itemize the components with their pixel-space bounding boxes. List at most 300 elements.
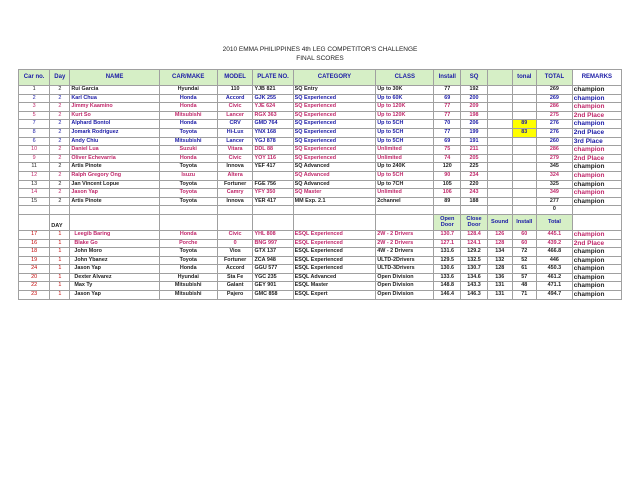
plate-cell: YGC 235 <box>253 273 293 282</box>
install-cell: 57 <box>512 273 537 282</box>
blank-cell <box>19 206 50 215</box>
car-make-cell: Honda <box>159 103 217 112</box>
day-cell: 2 <box>50 128 70 137</box>
blank-cell <box>487 206 512 215</box>
car-make-cell: Toyota <box>159 180 217 189</box>
open-door-cell: 129.5 <box>434 256 461 265</box>
table-row <box>19 282 622 291</box>
class-cell: Up to 120K <box>376 103 434 112</box>
name-cell: Jason Yap <box>70 265 159 274</box>
category-cell: ESQL Experienced <box>293 239 376 248</box>
total-cell: 471.1 <box>537 282 573 291</box>
table-row <box>19 265 622 274</box>
install-cell: 75 <box>434 146 461 155</box>
install-cell: 77 <box>434 103 461 112</box>
install-cell: 60 <box>512 239 537 248</box>
remarks-cell: champion <box>572 230 621 239</box>
name-cell: Dexter Alvarez <box>70 273 159 282</box>
category-cell: ESQL Experienced <box>293 248 376 257</box>
car-make-cell: Toyota <box>159 128 217 137</box>
close-door-cell: 124.1 <box>461 239 488 248</box>
sq-cell: 188 <box>461 197 488 206</box>
tonal-cell <box>512 189 537 198</box>
day-cell: 2 <box>50 154 70 163</box>
model-cell: Innova <box>217 197 253 206</box>
blank-cell <box>253 206 293 215</box>
scores-table <box>18 69 622 300</box>
table-row <box>19 239 622 248</box>
day-cell: 2 <box>50 197 70 206</box>
total-cell: 439.2 <box>537 239 573 248</box>
tonal-cell <box>512 154 537 163</box>
remarks-cell: champion <box>572 282 621 291</box>
name-cell: Oliver Echevarria <box>70 154 159 163</box>
class-cell: Up to 5CH <box>376 171 434 180</box>
model-cell: Lancer <box>217 137 253 146</box>
total-cell: 260 <box>537 137 573 146</box>
sq-cell: 206 <box>461 120 488 129</box>
install-cell: 106 <box>434 189 461 198</box>
table-row <box>19 273 622 282</box>
col-header-category: CATEGORY <box>293 70 376 86</box>
category-cell: SQ Master <box>293 189 376 198</box>
name-cell: Ralph Gregory Ong <box>70 171 159 180</box>
install-cell: 89 <box>434 197 461 206</box>
table-row <box>19 86 622 95</box>
col-header-install: Install <box>512 214 537 230</box>
car-no-cell: 9 <box>19 154 50 163</box>
class-cell: Unlimited <box>376 154 434 163</box>
col-header-model: MODEL <box>217 70 253 86</box>
class-cell: Unlimited <box>376 146 434 155</box>
category-cell: SQ Experienced <box>293 146 376 155</box>
col-header-sq: SQ <box>461 70 488 86</box>
model-cell: CRV <box>217 120 253 129</box>
model-cell: Sta Fe <box>217 273 253 282</box>
install-cell: 77 <box>434 111 461 120</box>
remarks-cell: 2nd Place <box>572 111 621 120</box>
name-cell: Leegib Baring <box>70 230 159 239</box>
day-cell: 1 <box>50 248 70 257</box>
car-no-cell: 18 <box>19 248 50 257</box>
car-no-cell: 16 <box>19 239 50 248</box>
category-cell: SQ Entry <box>293 86 376 95</box>
remarks-cell: champion <box>572 171 621 180</box>
col-header-name: NAME <box>70 70 159 86</box>
model-cell: Galant <box>217 282 253 291</box>
category-cell: ESQL Advanced <box>293 273 376 282</box>
model-cell: Fortuner <box>217 180 253 189</box>
total-cell: 324 <box>537 171 573 180</box>
install-cell: 77 <box>434 128 461 137</box>
blank-cell <box>70 214 159 230</box>
remarks-cell: champion <box>572 248 621 257</box>
plate-cell: YFY 350 <box>253 189 293 198</box>
blank-cell <box>487 180 512 189</box>
class-cell: Up to 5CH <box>376 120 434 129</box>
header-row <box>19 70 622 86</box>
sq-cell: 234 <box>461 171 488 180</box>
car-make-cell: Honda <box>159 120 217 129</box>
col-header-total: TOTAL <box>537 70 573 86</box>
model-cell: Accord <box>217 94 253 103</box>
close-door-cell: 128.4 <box>461 230 488 239</box>
car-no-cell: 1 <box>19 86 50 95</box>
install-cell: 77 <box>434 86 461 95</box>
car-make-cell: Mitsubishi <box>159 111 217 120</box>
day-cell: 2 <box>50 103 70 112</box>
install-cell: 120 <box>434 163 461 172</box>
class-cell: Up to 60K <box>376 94 434 103</box>
name-cell: Max Ty <box>70 282 159 291</box>
class-cell: Open Division <box>376 291 434 300</box>
sq-cell: 225 <box>461 163 488 172</box>
table-row <box>19 146 622 155</box>
remarks-cell: champion <box>572 180 621 189</box>
category-cell: ESQL Master <box>293 282 376 291</box>
open-door-cell: 130.6 <box>434 265 461 274</box>
blank-cell <box>434 206 461 215</box>
model-cell: 110 <box>217 86 253 95</box>
day-cell: 1 <box>50 239 70 248</box>
blank-cell <box>293 206 376 215</box>
model-cell: Fortuner <box>217 256 253 265</box>
blank-cell <box>376 206 434 215</box>
col-header-open-door: Open Door <box>434 214 461 230</box>
model-cell: 0 <box>217 239 253 248</box>
remarks-cell: champion <box>572 273 621 282</box>
blank-cell <box>487 154 512 163</box>
sound-cell: 131 <box>487 282 512 291</box>
class-cell: Up to 30K <box>376 86 434 95</box>
car-no-cell: 17 <box>19 230 50 239</box>
sheet-title: 2010 EMMA PHILIPPINES 4th LEG COMPETITOR'S CHALLENGE <box>222 46 418 53</box>
remarks-cell: champion <box>572 256 621 265</box>
model-cell: Civic <box>217 103 253 112</box>
blank-cell <box>572 214 621 230</box>
col-header-sound: Sound <box>487 214 512 230</box>
table-row <box>19 94 622 103</box>
sq-cell: 198 <box>461 111 488 120</box>
blank-cell <box>487 171 512 180</box>
car-no-cell: 3 <box>19 103 50 112</box>
car-no-cell: 2 <box>19 94 50 103</box>
category-cell: SQ Experienced <box>293 111 376 120</box>
total-cell: 277 <box>537 197 573 206</box>
remarks-cell: 2nd Place <box>572 239 621 248</box>
category-cell: SQ Experienced <box>293 154 376 163</box>
category-cell: SQ Experienced <box>293 128 376 137</box>
close-door-cell: 129.2 <box>461 248 488 257</box>
day-cell: 1 <box>50 230 70 239</box>
plate-cell: FGE 756 <box>253 180 293 189</box>
car-no-cell: 14 <box>19 189 50 198</box>
blank-cell <box>487 163 512 172</box>
blank-cell <box>487 189 512 198</box>
remarks-cell: champion <box>572 86 621 95</box>
category-cell: ESQL Experienced <box>293 256 376 265</box>
plate-cell: GMC 858 <box>253 291 293 300</box>
car-no-cell: 23 <box>19 291 50 300</box>
class-cell: 4W - 2 Drivers <box>376 248 434 257</box>
total-cell: 445.1 <box>537 230 573 239</box>
install-cell: 71 <box>512 291 537 300</box>
tonal-cell: 83 <box>512 128 537 137</box>
remarks-cell: champion <box>572 146 621 155</box>
plate-cell: RGX 363 <box>253 111 293 120</box>
name-cell: John Moro <box>70 248 159 257</box>
table-row <box>19 154 622 163</box>
day-cell: 2 <box>50 171 70 180</box>
tonal-cell <box>512 146 537 155</box>
col-header-close-door: Close Door <box>461 214 488 230</box>
car-make-cell: Toyota <box>159 189 217 198</box>
table-row <box>19 120 622 129</box>
model-cell: Vios <box>217 248 253 257</box>
close-door-cell: 132.5 <box>461 256 488 265</box>
total-cell: 275 <box>537 111 573 120</box>
day-cell: 1 <box>50 282 70 291</box>
tonal-cell <box>512 103 537 112</box>
table-row <box>19 128 622 137</box>
col-header-day: Day <box>50 70 70 86</box>
install-cell: 69 <box>434 94 461 103</box>
day-cell: 1 <box>50 273 70 282</box>
car-no-cell: 19 <box>19 256 50 265</box>
close-door-cell: 143.3 <box>461 282 488 291</box>
model-cell: Innova <box>217 163 253 172</box>
model-cell: Altera <box>217 171 253 180</box>
open-door-cell: 130.7 <box>434 230 461 239</box>
sound-cell: 131 <box>487 291 512 300</box>
tonal-cell <box>512 94 537 103</box>
table-row <box>19 180 622 189</box>
car-no-cell: 22 <box>19 282 50 291</box>
plate-cell: GMD 764 <box>253 120 293 129</box>
name-cell: Andy Chiu <box>70 137 159 146</box>
tonal-cell <box>512 197 537 206</box>
model-cell: Vitara <box>217 146 253 155</box>
blank-cell <box>159 206 217 215</box>
table-row <box>19 291 622 300</box>
sq-cell: 205 <box>461 154 488 163</box>
plate-cell: YNX 168 <box>253 128 293 137</box>
sq-cell: 192 <box>461 86 488 95</box>
name-cell: Jimmy Kaamino <box>70 103 159 112</box>
blank-cell <box>293 214 376 230</box>
table-row <box>19 111 622 120</box>
install-cell: 72 <box>512 248 537 257</box>
name-cell: Blake Go <box>70 239 159 248</box>
sq-cell: 243 <box>461 189 488 198</box>
car-no-cell: 8 <box>19 128 50 137</box>
model-cell: Accord <box>217 265 253 274</box>
blank-cell <box>487 128 512 137</box>
name-cell: Jan Vincent Lopue <box>70 180 159 189</box>
install-cell: 74 <box>434 154 461 163</box>
day-cell: 1 <box>50 291 70 300</box>
plate-cell: YHL 808 <box>253 230 293 239</box>
car-no-cell: 20 <box>19 273 50 282</box>
table-row <box>19 230 622 239</box>
class-cell: ULTD-3Drivers <box>376 265 434 274</box>
sound-cell: 126 <box>487 230 512 239</box>
day-cell: 1 <box>50 256 70 265</box>
close-door-cell: 146.3 <box>461 291 488 300</box>
plate-cell: YER 417 <box>253 197 293 206</box>
tonal-cell <box>512 86 537 95</box>
day-cell: 2 <box>50 120 70 129</box>
tonal-cell <box>512 180 537 189</box>
remarks-cell: champion <box>572 163 621 172</box>
day-cell: 1 <box>50 265 70 274</box>
class-cell: 2channel <box>376 197 434 206</box>
name-cell: Rui Garcia <box>70 86 159 95</box>
plate-cell: YOY 116 <box>253 154 293 163</box>
sound-cell: 128 <box>487 239 512 248</box>
car-make-cell: Mitsubishi <box>159 137 217 146</box>
table-row <box>19 137 622 146</box>
category-cell: SQ Experienced <box>293 120 376 129</box>
plate-cell: GTX 137 <box>253 248 293 257</box>
car-make-cell: Mitsubishi <box>159 291 217 300</box>
col-header-blank <box>487 70 512 86</box>
car-make-cell: Honda <box>159 265 217 274</box>
car-no-cell: 6 <box>19 137 50 146</box>
car-make-cell: Toyota <box>159 163 217 172</box>
plate-cell: YEF 417 <box>253 163 293 172</box>
tonal-cell: 89 <box>512 120 537 129</box>
install-cell: 105 <box>434 180 461 189</box>
blank-cell <box>159 214 217 230</box>
install-cell: 48 <box>512 282 537 291</box>
header-row-2 <box>19 214 622 230</box>
remarks-cell: champion <box>572 94 621 103</box>
day-cell: 2 <box>50 137 70 146</box>
name-cell: Kurt So <box>70 111 159 120</box>
total-cell: 276 <box>537 120 573 129</box>
sq-cell: 209 <box>461 103 488 112</box>
total-cell: 349 <box>537 189 573 198</box>
class-cell: Unlimited <box>376 189 434 198</box>
car-make-cell: Toyota <box>159 248 217 257</box>
blank-cell <box>19 214 50 230</box>
sq-cell: 199 <box>461 128 488 137</box>
car-make-cell: Isuzu <box>159 171 217 180</box>
remarks-cell: champion <box>572 189 621 198</box>
total-cell: 286 <box>537 103 573 112</box>
plate-cell: YJE 624 <box>253 103 293 112</box>
total-cell: 279 <box>537 154 573 163</box>
sq-cell: 191 <box>461 137 488 146</box>
remarks-cell: champion <box>572 265 621 274</box>
car-make-cell: Mitsubishi <box>159 282 217 291</box>
blank-cell <box>487 86 512 95</box>
total-cell: 450.3 <box>537 265 573 274</box>
blank-cell <box>487 146 512 155</box>
table-row <box>19 256 622 265</box>
class-cell: Up to 5CH <box>376 128 434 137</box>
total-cell: 494.7 <box>537 291 573 300</box>
table-row <box>19 197 622 206</box>
remarks-cell: champion <box>572 197 621 206</box>
car-make-cell: Porche <box>159 239 217 248</box>
blank-cell <box>572 206 621 215</box>
car-make-cell: Toyota <box>159 256 217 265</box>
install-cell: 60 <box>512 230 537 239</box>
total-cell: 269 <box>537 94 573 103</box>
total-cell: 0 <box>537 206 573 215</box>
total-cell: 269 <box>537 86 573 95</box>
day-cell: 2 <box>50 94 70 103</box>
remarks-cell: champion <box>572 120 621 129</box>
model-cell: Civic <box>217 230 253 239</box>
blank-cell <box>487 94 512 103</box>
name-cell: Artis Pinote <box>70 163 159 172</box>
day-cell: 2 <box>50 111 70 120</box>
blank-cell <box>376 214 434 230</box>
tonal-cell <box>512 171 537 180</box>
model-cell: Lancer <box>217 111 253 120</box>
sheet-subtitle: FINAL SCORES <box>296 55 344 62</box>
sound-cell: 134 <box>487 248 512 257</box>
class-cell: Up to 120K <box>376 111 434 120</box>
col-header-plate: PLATE NO. <box>253 70 293 86</box>
name-cell: Daniel Lua <box>70 146 159 155</box>
car-no-cell: 12 <box>19 171 50 180</box>
sound-cell: 132 <box>487 256 512 265</box>
car-make-cell: Honda <box>159 230 217 239</box>
blank-cell <box>487 111 512 120</box>
plate-cell: ZCA 948 <box>253 256 293 265</box>
table-row <box>19 171 622 180</box>
model-cell: Camry <box>217 189 253 198</box>
name-cell: Jomark Rodriguez <box>70 128 159 137</box>
col-header-tonal: tonal <box>512 70 537 86</box>
car-no-cell: 11 <box>19 163 50 172</box>
car-no-cell: 13 <box>19 180 50 189</box>
total-cell: 446 <box>537 256 573 265</box>
car-make-cell: Honda <box>159 154 217 163</box>
day-cell: 2 <box>50 146 70 155</box>
blank-cell <box>487 103 512 112</box>
sq-cell: 200 <box>461 94 488 103</box>
blank-cell <box>217 206 253 215</box>
car-no-cell: 7 <box>19 120 50 129</box>
car-make-cell: Suzuki <box>159 146 217 155</box>
col-header-remarks: REMARKS <box>572 70 621 86</box>
install-cell: 69 <box>434 137 461 146</box>
class-cell: Up to 240K <box>376 163 434 172</box>
class-cell: Up to 5CH <box>376 137 434 146</box>
blank-row <box>19 206 622 215</box>
install-cell: 70 <box>434 120 461 129</box>
close-door-cell: 134.6 <box>461 273 488 282</box>
install-cell: 90 <box>434 171 461 180</box>
blank-cell <box>487 197 512 206</box>
blank-cell <box>217 214 253 230</box>
name-cell: John Ybanez <box>70 256 159 265</box>
name-cell: Jason Yap <box>70 189 159 198</box>
day-cell: 2 <box>50 189 70 198</box>
car-no-cell: 10 <box>19 146 50 155</box>
day-cell: 2 <box>50 180 70 189</box>
remarks-cell: 3rd Place <box>572 137 621 146</box>
day-cell: 2 <box>50 163 70 172</box>
class-cell: 2W - 2 Drivers <box>376 239 434 248</box>
plate-cell: YJB 821 <box>253 86 293 95</box>
class-cell: 2W - 2 Drivers <box>376 230 434 239</box>
